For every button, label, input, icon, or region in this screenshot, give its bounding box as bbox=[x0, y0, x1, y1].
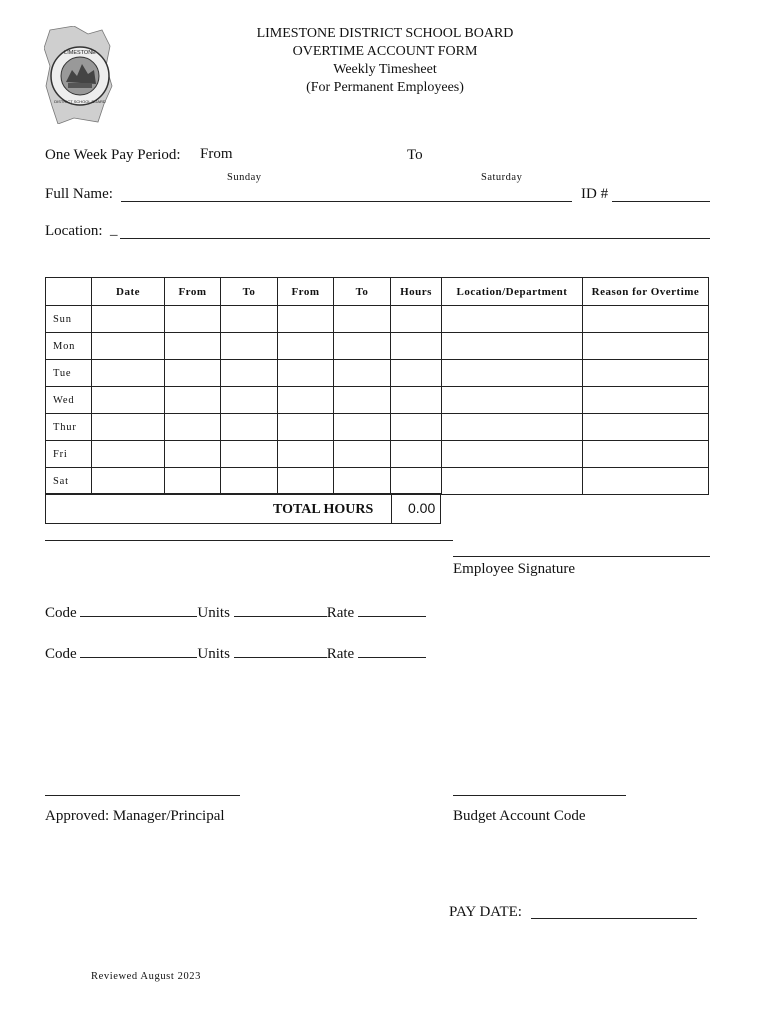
day-label: Thur bbox=[46, 414, 92, 441]
pay-period-from-field[interactable] bbox=[240, 146, 390, 166]
id-field[interactable] bbox=[612, 201, 710, 202]
budget-account-label: Budget Account Code bbox=[453, 808, 586, 824]
table-row bbox=[46, 441, 709, 468]
date-cell[interactable] bbox=[92, 306, 165, 333]
table-row bbox=[46, 414, 709, 441]
timesheet-table bbox=[45, 277, 709, 495]
date-cell[interactable] bbox=[92, 387, 165, 414]
from-cell[interactable] bbox=[165, 414, 221, 441]
from-cell[interactable] bbox=[165, 468, 221, 495]
logo-text-bottom: DISTRICT SCHOOL BOARD bbox=[54, 99, 106, 104]
hours-cell[interactable] bbox=[391, 441, 442, 468]
code-row-2 bbox=[45, 643, 426, 663]
reason-cell[interactable] bbox=[583, 441, 709, 468]
hours-cell[interactable] bbox=[391, 468, 442, 495]
from-cell[interactable] bbox=[278, 360, 334, 387]
day-label: Wed bbox=[46, 387, 92, 414]
to-cell[interactable] bbox=[221, 441, 278, 468]
hours-cell[interactable] bbox=[391, 414, 442, 441]
code-field[interactable] bbox=[80, 602, 197, 617]
units-field[interactable] bbox=[234, 643, 327, 658]
units-field[interactable] bbox=[234, 602, 327, 617]
id-label: ID # bbox=[581, 186, 609, 202]
to-cell[interactable] bbox=[334, 306, 391, 333]
table-row bbox=[46, 387, 709, 414]
day-label: Mon bbox=[46, 333, 92, 360]
from-cell[interactable] bbox=[165, 306, 221, 333]
pay-date-field[interactable] bbox=[531, 918, 697, 919]
location-cell[interactable] bbox=[442, 414, 583, 441]
table-row bbox=[46, 468, 709, 495]
budget-account-field[interactable] bbox=[453, 795, 626, 796]
to-cell[interactable] bbox=[221, 306, 278, 333]
reason-cell[interactable] bbox=[583, 360, 709, 387]
location-cell[interactable] bbox=[442, 306, 583, 333]
date-cell[interactable] bbox=[92, 468, 165, 495]
location-cell[interactable] bbox=[442, 441, 583, 468]
location-prefix: _ bbox=[110, 222, 118, 238]
full-name-label: Full Name: bbox=[45, 186, 113, 202]
table-header-row bbox=[46, 278, 709, 306]
to-cell[interactable] bbox=[221, 387, 278, 414]
pay-date-label: PAY DATE: bbox=[449, 904, 522, 920]
rate-label: Rate bbox=[326, 646, 355, 662]
reason-cell[interactable] bbox=[583, 306, 709, 333]
location-cell[interactable] bbox=[442, 360, 583, 387]
logo-text-top: LIMESTONE bbox=[64, 50, 96, 56]
hours-cell[interactable] bbox=[391, 360, 442, 387]
from-cell[interactable] bbox=[278, 306, 334, 333]
from-cell[interactable] bbox=[165, 441, 221, 468]
location-cell[interactable] bbox=[442, 468, 583, 495]
total-hours-label: TOTAL HOURS bbox=[273, 502, 374, 517]
column-header-from-1: From bbox=[165, 278, 221, 306]
employee-signature-label: Employee Signature bbox=[453, 561, 576, 577]
from-cell[interactable] bbox=[278, 387, 334, 414]
day-label: Sat bbox=[46, 468, 92, 495]
from-cell[interactable] bbox=[165, 387, 221, 414]
reason-cell[interactable] bbox=[583, 333, 709, 360]
total-hours-number: 0.00 bbox=[408, 500, 436, 516]
pay-period-from-label: From bbox=[200, 146, 233, 162]
code-field[interactable] bbox=[80, 643, 197, 658]
day-label: Tue bbox=[46, 360, 92, 387]
location-label: Location: bbox=[45, 223, 103, 239]
manager-signature-field[interactable] bbox=[45, 795, 240, 796]
day-label: Sun bbox=[46, 306, 92, 333]
column-header-day bbox=[46, 278, 92, 306]
table-row bbox=[46, 306, 709, 333]
from-cell[interactable] bbox=[278, 441, 334, 468]
column-header-location-department: Location/Department bbox=[442, 278, 583, 306]
units-label: Units bbox=[197, 605, 230, 621]
column-header-hours: Hours bbox=[391, 278, 442, 306]
code-row-1 bbox=[45, 602, 426, 622]
to-cell[interactable] bbox=[334, 441, 391, 468]
pay-period-to-label: To bbox=[407, 147, 423, 163]
pay-period-label: One Week Pay Period: bbox=[45, 147, 181, 163]
full-name-field[interactable] bbox=[121, 201, 572, 202]
rate-field[interactable] bbox=[358, 602, 426, 617]
location-field[interactable] bbox=[120, 238, 710, 239]
column-header-date: Date bbox=[92, 278, 165, 306]
to-cell[interactable] bbox=[221, 360, 278, 387]
reason-cell[interactable] bbox=[583, 414, 709, 441]
location-cell[interactable] bbox=[442, 333, 583, 360]
to-cell[interactable] bbox=[334, 468, 391, 495]
pay-period-from-hint: Sunday bbox=[227, 172, 262, 183]
units-label: Units bbox=[197, 646, 230, 662]
table-row bbox=[46, 333, 709, 360]
hours-cell[interactable] bbox=[391, 387, 442, 414]
rate-label: Rate bbox=[326, 605, 355, 621]
to-cell[interactable] bbox=[334, 387, 391, 414]
pay-period-to-field[interactable] bbox=[430, 146, 580, 166]
reason-cell[interactable] bbox=[583, 468, 709, 495]
column-header-from-2: From bbox=[278, 278, 334, 306]
location-cell[interactable] bbox=[442, 387, 583, 414]
date-cell[interactable] bbox=[92, 414, 165, 441]
header-audience: (For Permanent Employees) bbox=[306, 80, 464, 95]
to-cell[interactable] bbox=[221, 414, 278, 441]
divider bbox=[45, 540, 453, 541]
from-cell[interactable] bbox=[278, 333, 334, 360]
date-cell[interactable] bbox=[92, 333, 165, 360]
to-cell[interactable] bbox=[334, 333, 391, 360]
to-cell[interactable] bbox=[221, 468, 278, 495]
to-cell[interactable] bbox=[334, 360, 391, 387]
manager-approval-label: Approved: Manager/Principal bbox=[45, 808, 225, 824]
to-cell[interactable] bbox=[221, 333, 278, 360]
header-form-title: OVERTIME ACCOUNT FORM bbox=[292, 44, 478, 59]
table-row bbox=[46, 360, 709, 387]
hours-cell[interactable] bbox=[391, 306, 442, 333]
pay-period-to-hint: Saturday bbox=[481, 172, 523, 183]
from-cell[interactable] bbox=[165, 333, 221, 360]
employee-signature-field[interactable] bbox=[453, 556, 710, 557]
from-cell[interactable] bbox=[278, 468, 334, 495]
reason-cell[interactable] bbox=[583, 387, 709, 414]
column-header-to-2: To bbox=[334, 278, 391, 306]
from-cell[interactable] bbox=[165, 360, 221, 387]
reviewed-date: Reviewed August 2023 bbox=[91, 971, 201, 982]
code-label: Code bbox=[45, 646, 77, 662]
date-cell[interactable] bbox=[92, 441, 165, 468]
header-subtitle: Weekly Timesheet bbox=[333, 62, 437, 77]
day-label: Fri bbox=[46, 441, 92, 468]
rate-field[interactable] bbox=[358, 643, 426, 658]
to-cell[interactable] bbox=[334, 414, 391, 441]
hours-cell[interactable] bbox=[391, 333, 442, 360]
date-cell[interactable] bbox=[92, 360, 165, 387]
column-header-reason: Reason for Overtime bbox=[583, 278, 709, 306]
from-cell[interactable] bbox=[278, 414, 334, 441]
column-header-to-1: To bbox=[221, 278, 278, 306]
header-org: LIMESTONE DISTRICT SCHOOL BOARD bbox=[256, 26, 514, 41]
code-label: Code bbox=[45, 605, 77, 621]
